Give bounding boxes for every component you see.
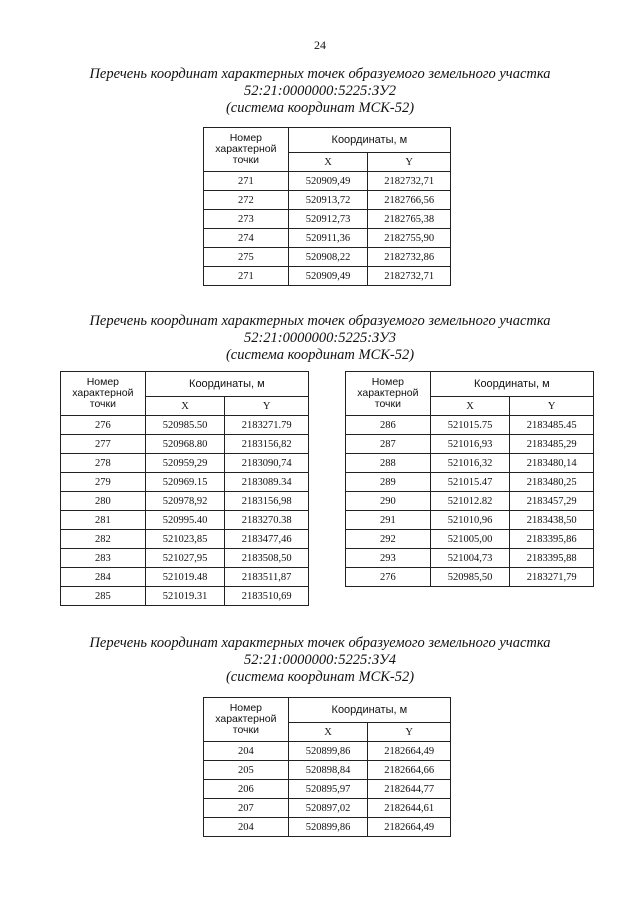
y-coordinate-cell: 2183271,79 bbox=[510, 568, 594, 587]
table-row bbox=[204, 191, 451, 210]
x-header: X bbox=[288, 723, 368, 742]
y-coordinate-cell: 2183510,69 bbox=[225, 587, 309, 606]
point-number-header bbox=[204, 698, 289, 742]
table-row bbox=[346, 568, 594, 587]
point-number-cell: 279 bbox=[61, 473, 146, 492]
x-coordinate-cell: 521012.82 bbox=[430, 492, 510, 511]
point-number-cell: 281 bbox=[61, 511, 146, 530]
x-coordinate-cell: 521016,93 bbox=[430, 435, 510, 454]
x-coordinate-cell: 520909,49 bbox=[288, 267, 368, 286]
x-coordinate-cell: 520909,49 bbox=[288, 172, 368, 191]
table-row bbox=[61, 416, 309, 435]
point-number-cell: 272 bbox=[204, 191, 289, 210]
y-header: Y bbox=[368, 153, 451, 172]
section-3-heading bbox=[0, 635, 640, 686]
coordinates-table bbox=[60, 371, 309, 606]
table-row bbox=[61, 435, 309, 454]
table-row bbox=[204, 761, 451, 780]
x-coordinate-cell: 521019.31 bbox=[145, 587, 225, 606]
point-number-cell: 288 bbox=[346, 454, 431, 473]
section-title-line: Перечень координат характерных точек образуемого земельного участка bbox=[89, 66, 551, 82]
x-coordinate-cell: 521015.75 bbox=[430, 416, 510, 435]
section-title-line: Перечень координат характерных точек образуемого земельного участка bbox=[89, 313, 551, 329]
x-coordinate-cell: 521016,32 bbox=[430, 454, 510, 473]
point-number-cell: 206 bbox=[204, 780, 289, 799]
section-1-heading bbox=[0, 66, 640, 117]
x-coordinate-cell: 521019.48 bbox=[145, 568, 225, 587]
y-coordinate-cell: 2183480,25 bbox=[510, 473, 594, 492]
y-header: Y bbox=[368, 723, 451, 742]
table-row bbox=[346, 549, 594, 568]
y-coordinate-cell: 2182732,71 bbox=[368, 267, 451, 286]
y-coordinate-cell: 2183438,50 bbox=[510, 511, 594, 530]
x-coordinate-cell: 520912,73 bbox=[288, 210, 368, 229]
point-number-cell: 278 bbox=[61, 454, 146, 473]
point-number-header-line: характерной bbox=[357, 387, 419, 399]
y-coordinate-cell: 2183090,74 bbox=[225, 454, 309, 473]
x-coordinate-cell: 520968.80 bbox=[145, 435, 225, 454]
point-number-cell: 289 bbox=[346, 473, 431, 492]
coordinates-header: Координаты, м bbox=[430, 372, 593, 397]
point-number-cell: 275 bbox=[204, 248, 289, 267]
y-coordinate-cell: 2183156,82 bbox=[225, 435, 309, 454]
table-row bbox=[204, 818, 451, 837]
y-coordinate-cell: 2182664,49 bbox=[368, 742, 451, 761]
y-header: Y bbox=[225, 397, 309, 416]
section-2-heading bbox=[0, 313, 640, 364]
section-coordinate-system: (система координат МСК-52) bbox=[225, 669, 415, 685]
point-number-cell: 292 bbox=[346, 530, 431, 549]
point-number-cell: 273 bbox=[204, 210, 289, 229]
point-number-cell: 287 bbox=[346, 435, 431, 454]
section-coordinate-system: (система координат МСК-52) bbox=[225, 100, 415, 116]
point-number-cell: 204 bbox=[204, 818, 289, 837]
table-row bbox=[204, 248, 451, 267]
x-coordinate-cell: 521015.47 bbox=[430, 473, 510, 492]
x-coordinate-cell: 520899,86 bbox=[288, 818, 368, 837]
table-row bbox=[204, 172, 451, 191]
y-coordinate-cell: 2183480,14 bbox=[510, 454, 594, 473]
table-row bbox=[61, 492, 309, 511]
point-number-header-line: точки bbox=[232, 154, 259, 166]
table-row bbox=[204, 799, 451, 818]
page-number: 24 bbox=[314, 38, 326, 52]
x-coordinate-cell: 521005,00 bbox=[430, 530, 510, 549]
coordinates-header: Координаты, м bbox=[145, 372, 308, 397]
table-row bbox=[204, 229, 451, 248]
point-number-header-line: характерной bbox=[215, 713, 277, 725]
section-title-line: Перечень координат характерных точек образуемого земельного участка bbox=[89, 635, 551, 651]
coordinates-header: Координаты, м bbox=[288, 128, 450, 153]
x-coordinate-cell: 520897,02 bbox=[288, 799, 368, 818]
x-coordinate-cell: 520985.50 bbox=[145, 416, 225, 435]
point-number-cell: 291 bbox=[346, 511, 431, 530]
y-coordinate-cell: 2183485,29 bbox=[510, 435, 594, 454]
point-number-cell: 204 bbox=[204, 742, 289, 761]
x-coordinate-cell: 520899,86 bbox=[288, 742, 368, 761]
point-number-cell: 282 bbox=[61, 530, 146, 549]
point-number-header-line: точки bbox=[232, 724, 259, 736]
x-coordinate-cell: 521023,85 bbox=[145, 530, 225, 549]
table-row bbox=[346, 511, 594, 530]
point-number-cell: 207 bbox=[204, 799, 289, 818]
section-cadastral-number: 52:21:0000000:5225:ЗУ4 bbox=[243, 652, 397, 668]
x-coordinate-cell: 520908,22 bbox=[288, 248, 368, 267]
y-coordinate-cell: 2183271.79 bbox=[225, 416, 309, 435]
point-number-cell: 276 bbox=[346, 568, 431, 587]
point-number-cell: 293 bbox=[346, 549, 431, 568]
y-coordinate-cell: 2182755,90 bbox=[368, 229, 451, 248]
point-number-cell: 280 bbox=[61, 492, 146, 511]
table-row bbox=[346, 435, 594, 454]
point-number-cell: 286 bbox=[346, 416, 431, 435]
point-number-cell: 205 bbox=[204, 761, 289, 780]
table-row bbox=[204, 780, 451, 799]
table-row bbox=[204, 742, 451, 761]
point-number-header-line: характерной bbox=[72, 387, 134, 399]
point-number-cell: 276 bbox=[61, 416, 146, 435]
coordinates-header: Координаты, м bbox=[288, 698, 450, 723]
table-row bbox=[346, 530, 594, 549]
y-coordinate-cell: 2183457,29 bbox=[510, 492, 594, 511]
table-row bbox=[61, 549, 309, 568]
table-row bbox=[204, 267, 451, 286]
y-coordinate-cell: 2182644,77 bbox=[368, 780, 451, 799]
table-row bbox=[346, 473, 594, 492]
point-number-cell: 283 bbox=[61, 549, 146, 568]
y-coordinate-cell: 2182644,61 bbox=[368, 799, 451, 818]
table-row bbox=[61, 473, 309, 492]
section-cadastral-number: 52:21:0000000:5225:ЗУ3 bbox=[243, 330, 397, 346]
point-number-header bbox=[346, 372, 431, 416]
y-coordinate-cell: 2182732,71 bbox=[368, 172, 451, 191]
y-coordinate-cell: 2183089.34 bbox=[225, 473, 309, 492]
point-number-header-line: Номер bbox=[229, 132, 263, 144]
table-row bbox=[61, 530, 309, 549]
x-coordinate-cell: 520995.40 bbox=[145, 511, 225, 530]
table-row bbox=[61, 511, 309, 530]
x-coordinate-cell: 520985,50 bbox=[430, 568, 510, 587]
section-cadastral-number: 52:21:0000000:5225:ЗУ2 bbox=[243, 83, 397, 99]
point-number-cell: 271 bbox=[204, 267, 289, 286]
y-coordinate-cell: 2183477,46 bbox=[225, 530, 309, 549]
table-row bbox=[346, 454, 594, 473]
point-number-header bbox=[61, 372, 146, 416]
point-number-cell: 284 bbox=[61, 568, 146, 587]
point-number-header-line: Номер bbox=[371, 376, 405, 388]
x-coordinate-cell: 520911,36 bbox=[288, 229, 368, 248]
x-coordinate-cell: 520898,84 bbox=[288, 761, 368, 780]
point-number-cell: 274 bbox=[204, 229, 289, 248]
x-coordinate-cell: 521027,95 bbox=[145, 549, 225, 568]
coordinates-table bbox=[203, 127, 451, 286]
y-coordinate-cell: 2182664,49 bbox=[368, 818, 451, 837]
y-coordinate-cell: 2182664,66 bbox=[368, 761, 451, 780]
point-number-header-line: характерной bbox=[215, 143, 277, 155]
coordinates-table bbox=[203, 697, 451, 837]
y-header: Y bbox=[510, 397, 594, 416]
x-coordinate-cell: 520959,29 bbox=[145, 454, 225, 473]
point-number-cell: 285 bbox=[61, 587, 146, 606]
y-coordinate-cell: 2183270.38 bbox=[225, 511, 309, 530]
y-coordinate-cell: 2182732,86 bbox=[368, 248, 451, 267]
point-number-cell: 271 bbox=[204, 172, 289, 191]
x-coordinate-cell: 521004,73 bbox=[430, 549, 510, 568]
table-row bbox=[61, 587, 309, 606]
x-coordinate-cell: 520969.15 bbox=[145, 473, 225, 492]
y-coordinate-cell: 2182765,38 bbox=[368, 210, 451, 229]
table-row bbox=[204, 210, 451, 229]
point-number-header-line: Номер bbox=[229, 702, 263, 714]
point-number-header-line: точки bbox=[374, 398, 401, 410]
table-row bbox=[61, 568, 309, 587]
table-row bbox=[346, 416, 594, 435]
point-number-cell: 290 bbox=[346, 492, 431, 511]
point-number-header-line: Номер bbox=[86, 376, 120, 388]
table-row bbox=[346, 492, 594, 511]
x-header: X bbox=[288, 153, 368, 172]
point-number-header bbox=[204, 128, 289, 172]
y-coordinate-cell: 2183511,87 bbox=[225, 568, 309, 587]
point-number-header-line: точки bbox=[89, 398, 116, 410]
point-number-cell: 277 bbox=[61, 435, 146, 454]
y-coordinate-cell: 2183508,50 bbox=[225, 549, 309, 568]
x-coordinate-cell: 520895,97 bbox=[288, 780, 368, 799]
coordinates-table bbox=[345, 371, 594, 587]
x-header: X bbox=[145, 397, 225, 416]
x-coordinate-cell: 521010,96 bbox=[430, 511, 510, 530]
y-coordinate-cell: 2183395,86 bbox=[510, 530, 594, 549]
y-coordinate-cell: 2183156,98 bbox=[225, 492, 309, 511]
section-coordinate-system: (система координат МСК-52) bbox=[225, 347, 415, 363]
y-coordinate-cell: 2183485.45 bbox=[510, 416, 594, 435]
x-header: X bbox=[430, 397, 510, 416]
y-coordinate-cell: 2183395,88 bbox=[510, 549, 594, 568]
y-coordinate-cell: 2182766,56 bbox=[368, 191, 451, 210]
x-coordinate-cell: 520978,92 bbox=[145, 492, 225, 511]
x-coordinate-cell: 520913,72 bbox=[288, 191, 368, 210]
table-row bbox=[61, 454, 309, 473]
